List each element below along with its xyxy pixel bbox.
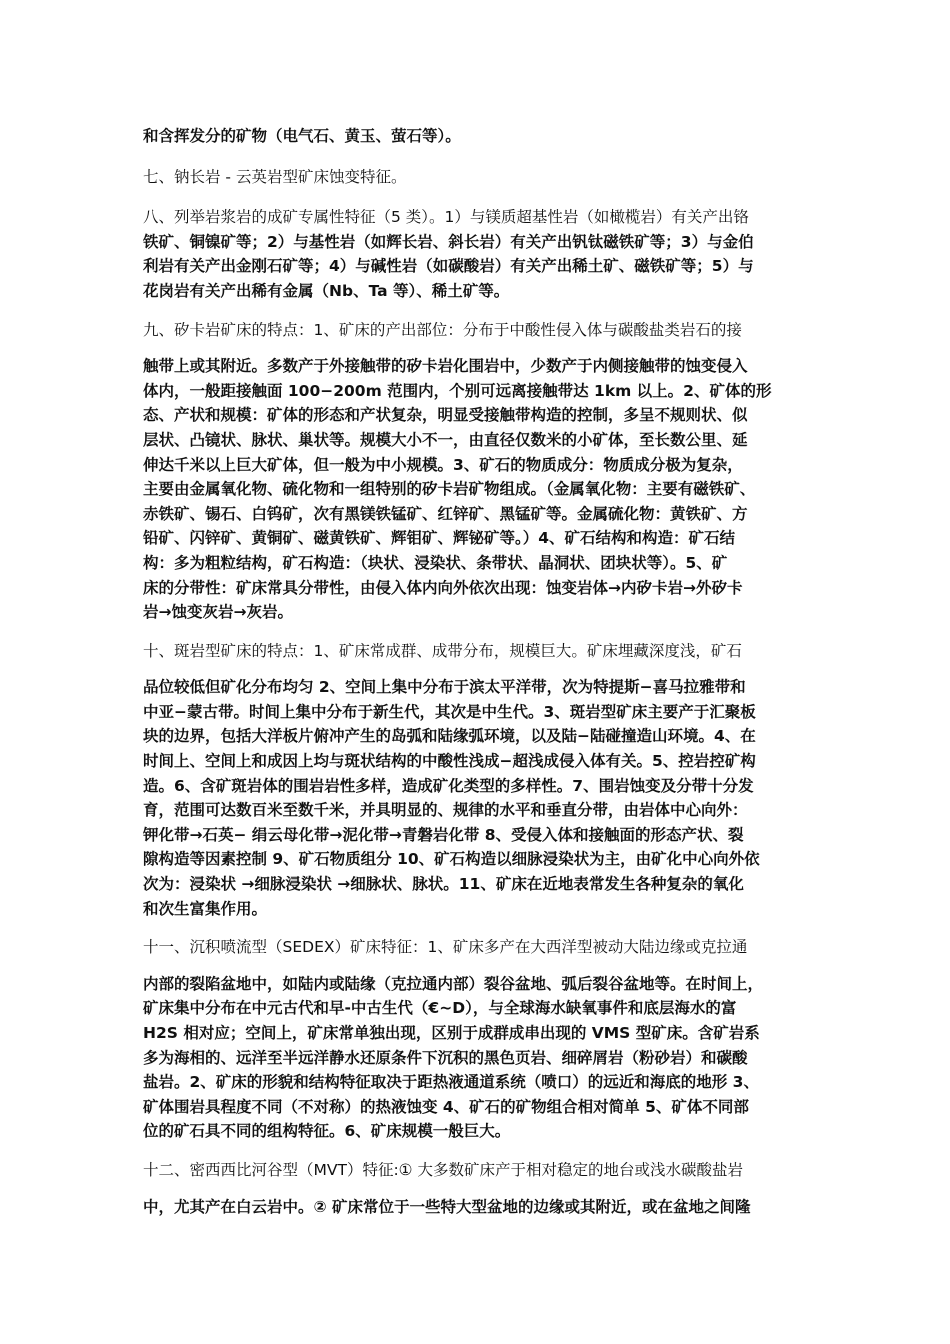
- text-line: 盐岩。2、矿床的形貌和结构特征取决于距热液通道系统（喷口）的远近和海底的地形 3、: [143, 1073, 759, 1092]
- paragraph-section-9: [143, 318, 811, 625]
- paragraph-section-8: [143, 205, 811, 303]
- paragraph-intro-continuation: [143, 124, 811, 149]
- text-line: 隙构造等因素控制 9、矿石物质组分 10、矿石构造以细脉浸染状为主，由矿化中心向外依: [143, 850, 760, 869]
- text-line: 矿床集中分布在中元古代和早-中古生代（€~D），与全球海水缺氧事件和底层海水的富: [143, 999, 737, 1018]
- paragraph-section-7: [143, 165, 811, 190]
- section-heading-line: 十、斑岩型矿床的特点：1、矿床常成群、成带分布，规模巨大。矿床埋藏深度浅，矿石: [143, 641, 742, 660]
- text-line: 造。6、含矿斑岩体的围岩岩性多样，造成矿化类型的多样性。7、围岩蚀变及分带十分发: [143, 776, 754, 795]
- text-line: 育，范围可达数百米至数千米，并具明显的、规律的水平和垂直分带，由岩体中心向外：: [143, 801, 748, 820]
- text-line: 多为海相的、远洋至半远洋静水还原条件下沉积的黑色页岩、细碎屑岩（粉砂岩）和碳酸: [143, 1048, 748, 1067]
- text-line: 赤铁矿、锡石、白钨矿，次有黑镁铁锰矿、红锌矿、黑锰矿等。金属硫化物：黄铁矿、方: [143, 504, 748, 523]
- text-line: 床的分带性：矿床常具分带性，由侵入体内向外依次出现：蚀变岩体→内矽卡岩→外矽卡: [143, 578, 743, 597]
- text-line: 层状、凸镜状、脉状、巢状等。规模大小不一，由直径仅数米的小矿体，至长数公里、延: [143, 430, 748, 449]
- text-line: 中，尤其产在白云岩中。② 矿床常位于一些特大型盆地的边缘或其附近，或在盆地之间隆: [143, 1197, 751, 1216]
- text-line: 伸达千米以上巨大矿体，但一般为中小规模。3、矿石的物质成分：物质成分极为复杂，: [143, 455, 743, 474]
- text-line: 中亚−蒙古带。时间上集中分布于新生代，其次是中生代。3、斑岩型矿床主要产于汇聚板: [143, 702, 756, 721]
- section-heading-line: 九、矽卡岩矿床的特点：1、矿床的产出部位：分布于中酸性侵入体与碳酸盐类岩石的接: [143, 320, 742, 339]
- paragraph-section-12: [143, 1158, 811, 1219]
- text-line: 钾化带→石英− 绢云母化带→泥化带→青磐岩化带 8、受侵入体和接触面的形态产状、裂: [143, 825, 744, 844]
- text-line: 和含挥发分的矿物（电气石、黄玉、萤石等）。: [143, 127, 461, 145]
- text-line: 主要由金属氧化物、硫化物和一组特别的矽卡岩矿物组成。（金属氧化物：主要有磁铁矿、: [143, 480, 756, 499]
- text-line: 位的矿石具不同的组构特征。6、矿床规模一般巨大。: [143, 1122, 511, 1141]
- section-heading-line: 十一、沉积喷流型（SEDEX）矿床特征：1、矿床多产在大西洋型被动大陆边缘或克拉通: [143, 938, 748, 957]
- section-heading-line: 十二、密西西比河谷型（MVT）特征:① 大多数矿床产于相对稳定的地台或浅水碳酸盐岩: [143, 1160, 743, 1179]
- text-line: 次为：浸染状 →细脉浸染状 →细脉状、脉状。11、矿床在近地表常发生各种复杂的氧化: [143, 875, 744, 894]
- text-line: 触带上或其附近。多数产于外接触带的矽卡岩化围岩中，少数产于内侧接触带的蚀变侵入: [143, 357, 748, 376]
- text-line: 铁矿、铜镍矿等；2）与基性岩（如辉长岩、斜长岩）有关产出钒钛磁铁矿等；3）与金伯: [143, 232, 754, 251]
- text-line: 块的边界，包括大洋板片俯冲产生的岛弧和陆缘弧环境，以及陆−陆碰撞造山环境。4、在: [143, 727, 756, 746]
- section-heading-line: 八、列举岩浆岩的成矿专属性特征（5 类）。1）与镁质超基性岩（如橄榄岩）有关产出铬: [143, 208, 749, 227]
- paragraph-section-10: [143, 639, 811, 922]
- text-line: 花岗岩有关产出稀有金属（Nb、Ta 等）、稀土矿等。: [143, 281, 510, 300]
- text-line: 时间上、空间上和成因上均与斑状结构的中酸性浅成−超浅成侵入体有关。5、控岩控矿构: [143, 752, 756, 771]
- section-heading-line: 七、钠长岩 - 云英岩型矿床蚀变特征。: [143, 167, 407, 186]
- text-line: 品位较低但矿化分布均匀 2、空间上集中分布于滨太平洋带，次为特提斯−喜马拉雅带和: [143, 678, 746, 697]
- text-line: 铅矿、闪锌矿、黄铜矿、磁黄铁矿、辉钼矿、辉铋矿等。）4、矿石结构和构造：矿石结: [143, 529, 736, 548]
- paragraph-section-11: [143, 935, 811, 1144]
- text-line: 内部的裂陷盆地中，如陆内或陆缘（克拉通内部）裂谷盆地、弧后裂谷盆地等。在时间上，: [143, 974, 764, 993]
- text-line: H2S 相对应；空间上，矿床常单独出现，区别于成群成串出现的 VMS 型矿床。含矿岩系: [143, 1024, 760, 1042]
- text-line: 利岩有关产出金刚石矿等；4）与碱性岩（如碳酸岩）有关产出稀土矿、磁铁矿等；5）与: [143, 257, 754, 276]
- text-line: 态、产状和规模：矿体的形态和产状复杂，明显受接触带构造的控制，多呈不规则状、似: [143, 406, 748, 425]
- text-line: 构：多为粗粒结构，矿石构造：（块状、浸染状、条带状、晶洞状、团块状等）。5、矿: [143, 553, 728, 572]
- text-line: 岩→蚀变灰岩→灰岩。: [143, 603, 293, 622]
- text-line: 和次生富集作用。: [143, 899, 268, 918]
- text-line: 体内，一般距接触面 100−200m 范围内，个别可远离接触带达 1km 以上。2、矿体的形: [143, 381, 772, 400]
- document-page: [143, 124, 811, 1219]
- text-line: 矿体围岩具程度不同（不对称）的热液蚀变 4、矿石的矿物组合相对简单 5、矿体不同部: [143, 1097, 749, 1116]
